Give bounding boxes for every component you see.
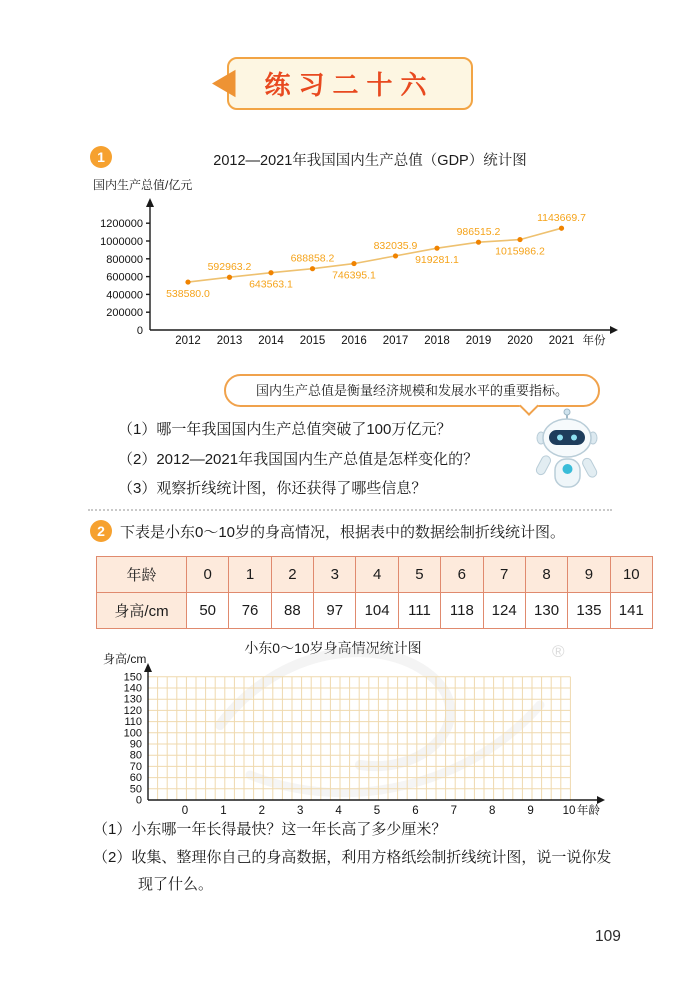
y-tick-label: 140 xyxy=(123,682,142,695)
exercise-banner xyxy=(226,57,472,110)
age-cell: 4 xyxy=(356,557,398,593)
problem2-number-badge: 2 xyxy=(90,520,112,542)
age-cell: 3 xyxy=(314,557,356,593)
data-point xyxy=(227,275,232,280)
y-axis-arrow xyxy=(146,198,154,207)
robot-arm-right xyxy=(581,457,598,479)
data-point-label: 1015986.2 xyxy=(495,245,545,258)
x-axis-arrow xyxy=(597,796,605,804)
height-cell: 124 xyxy=(483,593,525,629)
banner-ribbon-icon xyxy=(210,69,235,99)
height-cell: 76 xyxy=(229,593,271,629)
y-axis-arrow xyxy=(144,663,152,672)
robot-eye-right xyxy=(571,435,577,441)
height-cell: 111 xyxy=(398,593,440,629)
y-tick-label: 800000 xyxy=(106,253,143,266)
robot-chest-light xyxy=(563,464,573,474)
y-tick-label: 90 xyxy=(129,738,142,751)
age-cell: 10 xyxy=(610,557,652,593)
table-header-height: 身高/cm xyxy=(97,593,187,629)
age-cell: 1 xyxy=(229,557,271,593)
data-point-label: 746395.1 xyxy=(332,269,376,282)
height-grid-chart xyxy=(85,655,645,825)
y-tick-label: 50 xyxy=(129,783,142,796)
data-point xyxy=(434,246,439,251)
x-tick-label: 2012 xyxy=(175,335,201,347)
y-tick-label: 600000 xyxy=(106,271,143,284)
data-point xyxy=(185,279,190,284)
y-tick-label: 1200000 xyxy=(100,218,143,231)
y-tick-label: 110 xyxy=(124,716,142,729)
age-cell: 6 xyxy=(441,557,483,593)
problem1-question-1: （1）哪一年我国国内生产总值突破了100万亿元？ xyxy=(118,421,452,438)
data-point-label: 688858.2 xyxy=(290,252,335,265)
speech-bubble xyxy=(224,374,600,407)
x-tick-label: 7 xyxy=(450,805,458,817)
gdp-y-axis-label: 国内生产总值/亿元 xyxy=(93,178,193,192)
data-point-label: 643563.1 xyxy=(249,278,293,291)
data-point-label: 919281.1 xyxy=(415,254,459,267)
x-tick-label: 2020 xyxy=(507,335,533,347)
robot-antenna-tip xyxy=(564,409,570,415)
data-point xyxy=(268,270,273,275)
page-number: 109 xyxy=(595,928,621,945)
height-cell: 104 xyxy=(356,593,398,629)
gdp-chart-title: 2012—2021年我国国内生产总值（GDP）统计图 xyxy=(213,153,527,169)
data-point xyxy=(351,261,356,266)
problem2-question-1: （1）小东哪一年长得最快？这一年长高了多少厘米？ xyxy=(93,821,447,838)
data-point-label: 832035.9 xyxy=(373,239,418,252)
problem1-questions xyxy=(118,415,538,504)
y-tick-label: 0 xyxy=(135,794,142,807)
x-tick-label: 2017 xyxy=(382,335,409,347)
x-axis-unit-label: 年份 xyxy=(582,335,606,347)
age-cell: 9 xyxy=(568,557,610,593)
section-divider xyxy=(88,509,612,511)
y-tick-label: 130 xyxy=(123,693,142,706)
height-cell: 88 xyxy=(271,593,313,629)
x-tick-label: 2 xyxy=(258,805,266,817)
y-tick-label: 0 xyxy=(136,325,143,337)
height-cell: 135 xyxy=(568,593,610,629)
data-point xyxy=(393,253,398,258)
x-tick-label: 1 xyxy=(220,805,227,817)
y-tick-label: 60 xyxy=(129,772,142,785)
data-point-label: 986515.2 xyxy=(456,226,501,239)
age-cell: 0 xyxy=(187,557,229,593)
y-tick-label: 100 xyxy=(123,727,142,740)
table-header-age: 年龄 xyxy=(97,557,187,593)
x-tick-label: 2014 xyxy=(258,335,284,347)
data-point xyxy=(559,226,564,231)
x-tick-label: 2019 xyxy=(465,335,492,347)
problem1-number-badge: 1 xyxy=(90,146,112,168)
x-tick-label: 9 xyxy=(527,805,534,817)
x-tick-label: 2021 xyxy=(548,335,575,347)
age-cell: 7 xyxy=(483,557,525,593)
x-tick-label: 4 xyxy=(335,805,342,817)
age-cell: 8 xyxy=(525,557,567,593)
problem1-question-3: （3）观察折线统计图，你还获得了哪些信息？ xyxy=(118,480,427,497)
data-point-label: 1143669.7 xyxy=(537,212,586,225)
y-tick-label: 80 xyxy=(129,749,142,762)
x-tick-label: 5 xyxy=(373,805,381,817)
data-point xyxy=(310,266,315,271)
gdp-line-chart xyxy=(80,192,640,360)
height-y-axis-label: 身高/cm xyxy=(103,652,147,666)
x-tick-label: 2015 xyxy=(299,335,326,347)
data-point-label: 592963.2 xyxy=(207,261,252,274)
problem2-question-2: （2）收集、整理你自己的身高数据，利用方格纸绘制折线统计图，说一说你发现了什么。 xyxy=(93,848,612,893)
x-axis-unit-label: 年龄 xyxy=(577,805,600,817)
speech-bubble-text: 国内生产总值是衡量经济规模和发展水平的重要指标。 xyxy=(255,383,568,398)
x-tick-label: 2013 xyxy=(216,335,243,347)
y-tick-label: 70 xyxy=(129,760,142,773)
registered-trademark-symbol: ® xyxy=(552,642,565,661)
height-cell: 50 xyxy=(187,593,229,629)
x-tick-label: 6 xyxy=(412,805,419,817)
height-chart-title: 小东0～10岁身高情况统计图 xyxy=(244,640,422,656)
x-axis-arrow xyxy=(610,326,618,334)
problem1-question-2: （2）2012—2021年我国国内生产总值是怎样变化的？ xyxy=(118,450,479,468)
height-cell: 141 xyxy=(610,593,652,629)
y-tick-label: 1000000 xyxy=(100,236,143,248)
data-point-label: 538580.0 xyxy=(166,288,210,301)
data-point xyxy=(476,240,481,245)
y-tick-label: 400000 xyxy=(106,289,143,302)
age-cell: 2 xyxy=(271,557,313,593)
exercise-title: 练习二十六 xyxy=(264,70,435,100)
age-cell: 5 xyxy=(398,557,440,593)
robot-eye-left xyxy=(557,435,563,441)
x-tick-label: 0 xyxy=(181,805,189,817)
y-tick-label: 120 xyxy=(123,704,142,717)
x-tick-label: 8 xyxy=(488,805,496,817)
x-tick-label: 2016 xyxy=(341,335,367,347)
x-tick-label: 3 xyxy=(296,805,304,817)
height-cell: 97 xyxy=(314,593,356,629)
height-cell: 118 xyxy=(441,593,483,629)
x-tick-label: 10 xyxy=(562,805,576,817)
y-tick-label: 200000 xyxy=(106,307,143,320)
problem2-questions xyxy=(93,816,618,899)
problem2-intro: 下表是小东0～10岁的身高情况，根据表中的数据绘制折线统计图。 xyxy=(120,524,566,541)
robot-visor xyxy=(549,430,585,445)
x-tick-label: 2018 xyxy=(424,335,450,347)
y-tick-label: 150 xyxy=(123,671,142,684)
height-cell: 130 xyxy=(525,593,567,629)
data-point xyxy=(517,237,522,242)
